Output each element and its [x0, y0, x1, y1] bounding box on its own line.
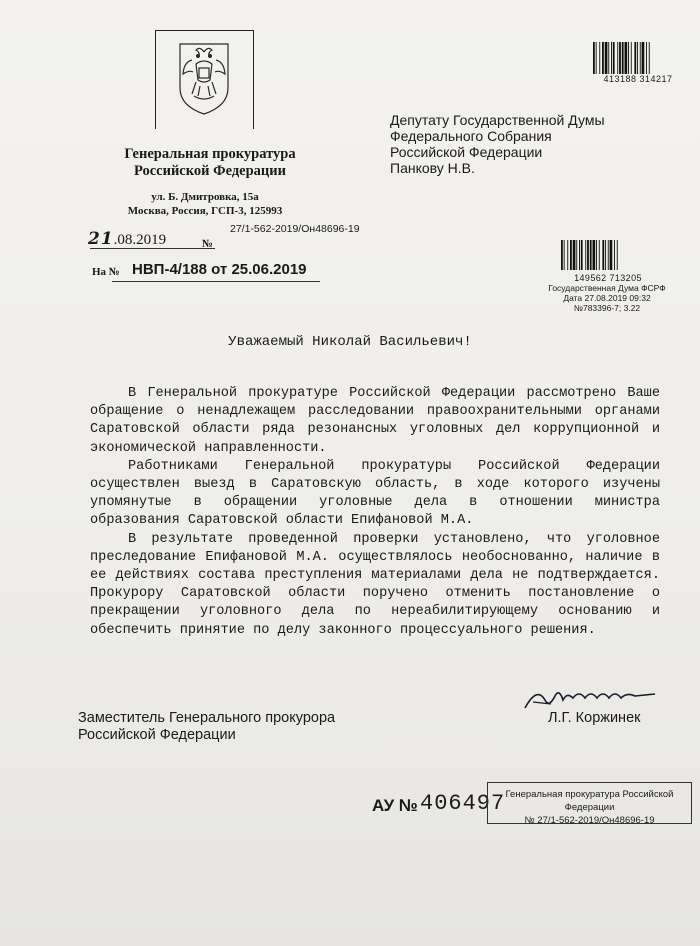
paragraph-3: В результате проведенной проверки установлено, что уголовное преследование Епифановой М.А. осуществлялось необоснованно, наличие в ее действиях состава преступления материалами дела не подтверждается. Прокурору Саратовской области поручено отменить постановление о прекращении уголовного дела по нереабилитирующему основанию и обеспечить принятие по делу законного процессуального решения. — [90, 531, 660, 638]
signatory-title — [78, 710, 335, 744]
address-line2: Москва, Россия, ГСП-3, 125993 — [127, 205, 283, 217]
paragraph-1: В Генеральной прокуратуре Российской Федерации рассмотрено Ваше обращение о ненадлежащем расследовании правоохранительными органами Саратовской области ряда резонансных уголовных дел коррупционной и экономической направленности. — [90, 386, 660, 456]
reg-stamp-line2: № 27/1-562-2019/Он48696-19 — [524, 815, 655, 826]
signatory-title-line2: Российской Федерации — [78, 727, 236, 743]
sender-org-line1: Генеральная прокуратура — [124, 146, 296, 162]
recipient-block — [390, 112, 605, 160]
date-day-handwritten: 21 — [88, 229, 114, 249]
stamp-line3: №783396-7; 3.22 — [573, 303, 641, 313]
salutation: Уважаемый Николай Васильевич! — [228, 334, 472, 350]
sender-org — [95, 146, 325, 180]
sender-address — [100, 190, 310, 218]
reply-reference: НВП-4/188 от 25.06.2019 — [132, 261, 307, 278]
au-number: 406497 — [420, 791, 506, 816]
recipient-line2: Федерального Собрания — [390, 128, 552, 144]
outgoing-number: 27/1-562-2019/Он48696-19 — [230, 223, 360, 235]
recipient-line1: Депутату Государственной Думы — [390, 112, 605, 128]
duma-registration-stamp — [542, 283, 672, 313]
reg-stamp-line1: Генеральная прокуратура Российской Федерации — [505, 789, 674, 813]
number-sign: № — [202, 238, 214, 250]
reply-prefix: На № — [92, 266, 120, 278]
reply-underline — [112, 281, 320, 282]
letter-body — [90, 385, 660, 640]
barcode-icon — [592, 42, 684, 78]
date-month-year: .08.2019 — [113, 232, 167, 248]
stamp-line2: Дата 27.08.2019 09:32 — [563, 293, 651, 303]
stamp-barcode-icon — [560, 240, 652, 274]
stamp-line1: Государственная Дума ФСРФ — [548, 283, 666, 293]
au-label: АУ № — [372, 796, 418, 815]
recipient-line3: Российской Федерации — [390, 144, 543, 160]
coat-of-arms-icon — [172, 38, 236, 118]
paragraph-2: Работниками Генеральной прокуратуры Российской Федерации осуществлен выезд в Саратовскую область, в ходе которого изучены упомянутые в обращении уголовные дела в отношении министра образования Саратовской области Епифановой М.А. — [90, 458, 660, 529]
signatory-name: Л.Г. Коржинек — [548, 710, 641, 726]
sender-org-line2: Российской Федерации — [133, 163, 286, 179]
address-line1: ул. Б. Дмитровка, 15а — [151, 191, 259, 203]
date-underline — [90, 248, 215, 249]
registration-stamp — [487, 782, 692, 824]
barcode-number: 413188 314217 — [603, 74, 673, 84]
signatory-title-line1: Заместитель Генерального прокурора — [78, 710, 336, 726]
stamp-barcode-number: 149562 713205 — [574, 273, 642, 283]
recipient-name: Панкову Н.В. — [390, 160, 475, 176]
letter-date — [88, 229, 166, 249]
